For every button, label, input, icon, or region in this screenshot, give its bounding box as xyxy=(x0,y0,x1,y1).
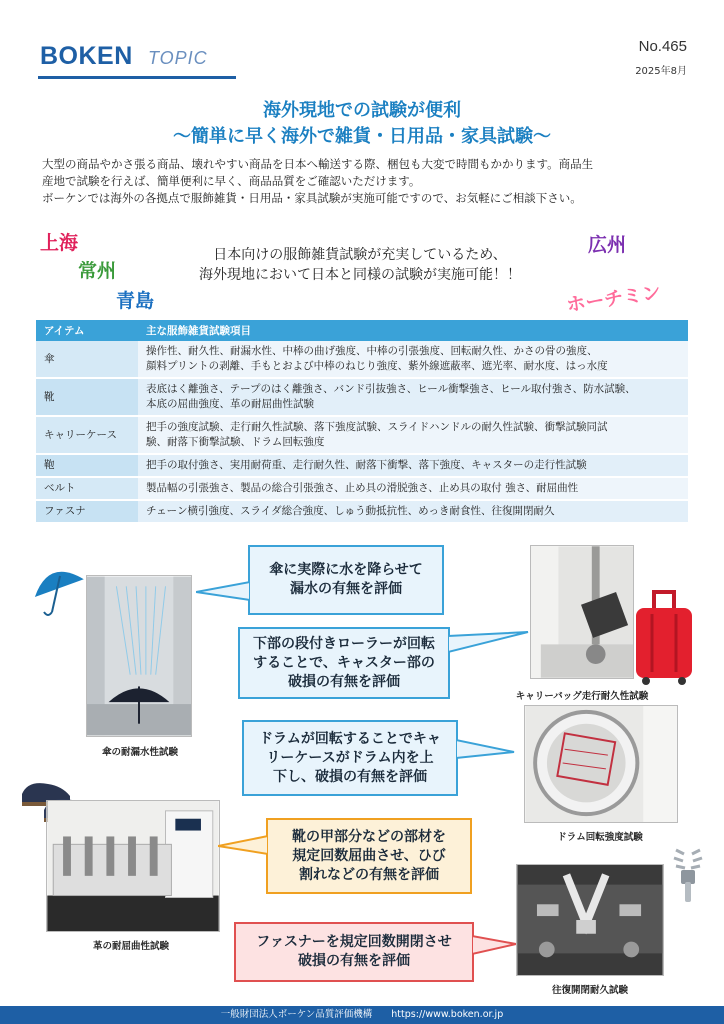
table-cell-line: 把手の強度試験、走行耐久性試験、落下強度試験、スライドハンドルの耐久性試験、衝撃試験同試 xyxy=(146,421,608,433)
callout-pointer xyxy=(196,580,250,602)
carry-bag-test-photo xyxy=(530,545,634,679)
callout-line: ドラムが回転することでキャ xyxy=(259,730,441,747)
city-hochiminh: ホーチミン xyxy=(565,281,663,317)
table-cell-tests xyxy=(138,378,688,416)
table-header-item: アイテム xyxy=(36,320,138,341)
caption-zipper: 往復開閉耐久試験 xyxy=(551,985,628,996)
table-header-tests: 主な服飾雑貨試験項目 xyxy=(138,320,688,341)
table-cell-tests: 製品幅の引張強さ、製品の総合引張強さ、止め具の滑脱強さ、止め具の取付 強さ、耐屈曲性 xyxy=(138,477,688,500)
callout-pointer xyxy=(448,630,530,654)
callout-drum xyxy=(242,720,458,796)
table-cell-item: キャリーケース xyxy=(36,416,138,454)
callout-line: 破損の有無を評価 xyxy=(297,953,410,969)
zipper-icon xyxy=(664,846,714,906)
callout-line: 靴の甲部分などの部材を xyxy=(292,828,446,845)
issue-date: 2025年8月 xyxy=(635,66,687,77)
zipper-test-photo xyxy=(516,864,664,976)
intro-line: 産地で試験を行えば、簡単便利に早く、商品品質をご確認いただけます。 xyxy=(42,174,421,188)
table-cell-line: 本底の屈曲強度、革の耐屈曲性試験 xyxy=(146,398,314,410)
callout-line: 割れなどの有無を評価 xyxy=(299,866,439,883)
table-header-row xyxy=(36,320,688,341)
caption-carry: キャリーバッグ走行耐久性試験 xyxy=(515,691,649,702)
table-cell-item: ファスナ xyxy=(36,500,138,523)
city-qingdao: 青島 xyxy=(116,290,155,312)
page-subtitle: 〜簡単に早く海外で雑貨・日用品・家具試験〜 xyxy=(173,126,551,147)
city-shanghai: 上海 xyxy=(40,232,79,254)
callout-roller xyxy=(238,627,450,699)
caption-drum: ドラム回転強度試験 xyxy=(557,832,643,843)
table-row xyxy=(36,416,688,454)
callout-line: 下部の段付きローラーが回転 xyxy=(253,635,435,652)
footer: 一般財団法人ボーケン品質評価機構 https://www.boken.or.jp xyxy=(0,1006,724,1024)
caption-leather: 革の耐屈曲性試験 xyxy=(92,941,169,952)
callout-umbrella xyxy=(248,545,444,615)
table-row xyxy=(36,500,688,523)
table-row xyxy=(36,454,688,477)
table-cell-tests xyxy=(138,416,688,454)
header xyxy=(0,0,724,90)
page-title: 海外現地での試験が便利 xyxy=(263,100,461,121)
drum-test-photo xyxy=(524,705,678,823)
table-cell-item: 靴 xyxy=(36,378,138,416)
callout-pointer xyxy=(456,738,516,762)
promo-line: 海外現地において日本と同様の試験が実施可能！！ xyxy=(199,267,521,283)
table-row xyxy=(36,341,688,378)
table-cell-tests: チェーン横引強度、スライダ総合強度、しゅう動抵抗性、めっき耐食性、往復開閉耐久 xyxy=(138,500,688,523)
table-cell-item: 傘 xyxy=(36,341,138,378)
logo-boken: BOKEN xyxy=(40,42,133,70)
test-items-table xyxy=(36,320,688,524)
callout-line: 漏水の有無を評価 xyxy=(290,581,402,597)
leather-flex-test-photo xyxy=(46,800,220,932)
callout-line: 下し、破損の有無を評価 xyxy=(272,768,427,785)
umbrella-test-photo xyxy=(86,575,192,737)
issue-number: No.465 xyxy=(638,38,687,55)
callout-line: 傘に実際に水を降らせて xyxy=(269,562,423,578)
logo-topic: TOPIC xyxy=(148,48,208,68)
callout-shoe xyxy=(266,818,472,894)
callout-pointer xyxy=(218,834,268,856)
callout-line: リーケースがドラム内を上 xyxy=(266,749,434,766)
red-suitcase-icon xyxy=(626,590,702,686)
intro-line: 大型の商品やかさ張る商品、壊れやすい商品を日本へ輸送する際、梱包も大変で時間もかかります。商品生 xyxy=(42,157,594,171)
city-guangzhou: 広州 xyxy=(588,234,627,256)
umbrella-icon xyxy=(30,560,90,620)
table-cell-line: 操作性、耐久性、耐漏水性、中棒の曲げ強度、中棒の引張強度、回転耐久性、かさの骨の強度、 xyxy=(146,345,598,357)
caption-umbrella: 傘の耐漏水性試験 xyxy=(101,747,178,758)
callout-line: することで、キャスター部の xyxy=(253,654,435,671)
table-row xyxy=(36,378,688,416)
intro-line: ボーケンでは海外の各拠点で服飾雑貨・日用品・家具試験が実施可能ですので、お気軽にご相談下さい。 xyxy=(42,191,582,205)
table-row xyxy=(36,477,688,500)
logo-underline xyxy=(38,76,236,79)
table-cell-tests xyxy=(138,341,688,378)
table-cell-item: 鞄 xyxy=(36,454,138,477)
table-cell-line: 顔料プリントの剥離、手もとおよび中棒のねじり強度、紫外線遮蔽率、遮光率、耐水度、はっ水度 xyxy=(146,360,608,372)
callout-zipper xyxy=(234,922,474,982)
table-cell-line: 験、耐落下衝撃試験、ドラム回転強度 xyxy=(146,436,325,448)
callout-pointer xyxy=(472,934,518,956)
intro-text xyxy=(42,156,692,207)
callout-line: 破損の有無を評価 xyxy=(288,673,400,690)
city-changzhou: 常州 xyxy=(78,260,117,282)
callout-line: ファスナーを規定回数開閉させ xyxy=(256,934,452,950)
callout-line: 規定回数屈曲させ、ひび xyxy=(292,847,446,864)
table-cell-item: ベルト xyxy=(36,477,138,500)
table-cell-tests: 把手の取付強さ、実用耐荷重、走行耐久性、耐落下衝撃、落下強度、キャスターの走行性試験 xyxy=(138,454,688,477)
promo-line: 日本向けの服飾雑貨試験が充実しているため、 xyxy=(213,247,507,263)
table-cell-line: 表底はく離強さ、テープのはく離強さ、バンド引抜強さ、ヒール衝撃強さ、ヒール取付強さ、防水試験、 xyxy=(146,383,636,395)
